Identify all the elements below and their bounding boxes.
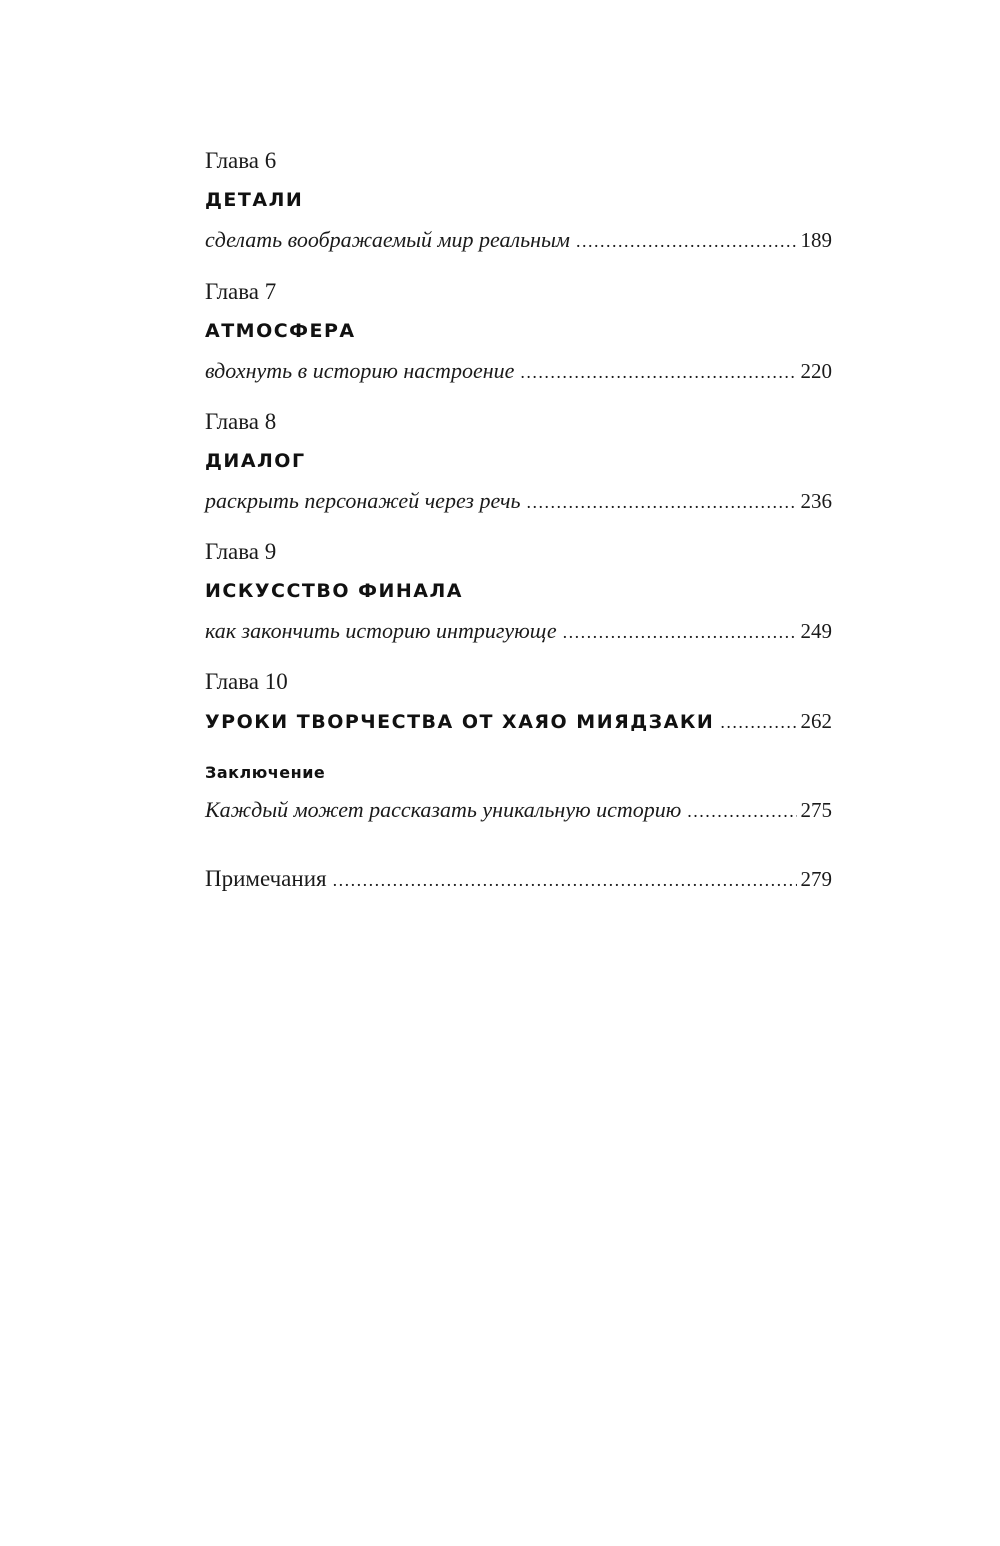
chapter-label: Глава 9 (205, 539, 277, 564)
chapter-subtitle-line (205, 357, 832, 385)
conclusion-subtitle: Каждый может рассказать уникальную историю (205, 797, 682, 822)
dot-leader (520, 362, 796, 383)
page-number: 236 (800, 489, 832, 513)
toc-entry-chapter-7 (205, 278, 832, 385)
conclusion-title: Заключение (205, 763, 326, 782)
chapter-subtitle: раскрыть персонажей через речь (205, 488, 521, 513)
page-number: 220 (800, 359, 832, 383)
chapter-subtitle-line (205, 617, 832, 645)
chapter-title-line (205, 707, 832, 735)
dot-leader (563, 622, 797, 643)
chapter-label: Глава 6 (205, 148, 277, 173)
dot-leader (576, 231, 797, 252)
chapter-subtitle: вдохнуть в историю настроение (205, 358, 515, 383)
chapter-title: ДЕТАЛИ (205, 189, 304, 211)
chapter-title: АТМОСФЕРА (205, 320, 356, 342)
page-number: 275 (800, 798, 832, 822)
page-number: 189 (800, 228, 832, 252)
toc-entry-chapter-6 (205, 147, 832, 254)
dot-leader (720, 712, 796, 733)
chapter-title: ДИАЛОГ (205, 450, 306, 472)
chapter-subtitle-line (205, 487, 832, 515)
notes-title: Примечания (205, 866, 327, 891)
chapter-title: ИСКУССТВО ФИНАЛА (205, 580, 463, 602)
toc-entry-chapter-9 (205, 538, 832, 645)
dot-leader (687, 801, 796, 822)
page-number: 249 (800, 619, 832, 643)
chapter-subtitle: сделать воображаемый мир реальным (205, 227, 570, 252)
notes-line (205, 865, 832, 893)
chapter-label: Глава 8 (205, 409, 277, 434)
chapter-subtitle-line (205, 226, 832, 254)
chapter-title: УРОКИ ТВОРЧЕСТВА ОТ ХАЯО МИЯДЗАКИ (205, 711, 715, 733)
chapter-label: Глава 7 (205, 279, 277, 304)
dot-leader (527, 492, 797, 513)
toc-entry-notes (205, 865, 832, 893)
conclusion-subtitle-line (205, 796, 832, 824)
dot-leader (333, 870, 797, 891)
page-number: 262 (800, 709, 832, 733)
page-number: 279 (800, 867, 832, 891)
chapter-subtitle: как закончить историю интригующе (205, 618, 557, 643)
toc-entry-chapter-10 (205, 668, 832, 735)
chapter-label: Глава 10 (205, 669, 288, 694)
toc-entry-chapter-8 (205, 408, 832, 515)
toc-entry-conclusion (205, 762, 832, 824)
